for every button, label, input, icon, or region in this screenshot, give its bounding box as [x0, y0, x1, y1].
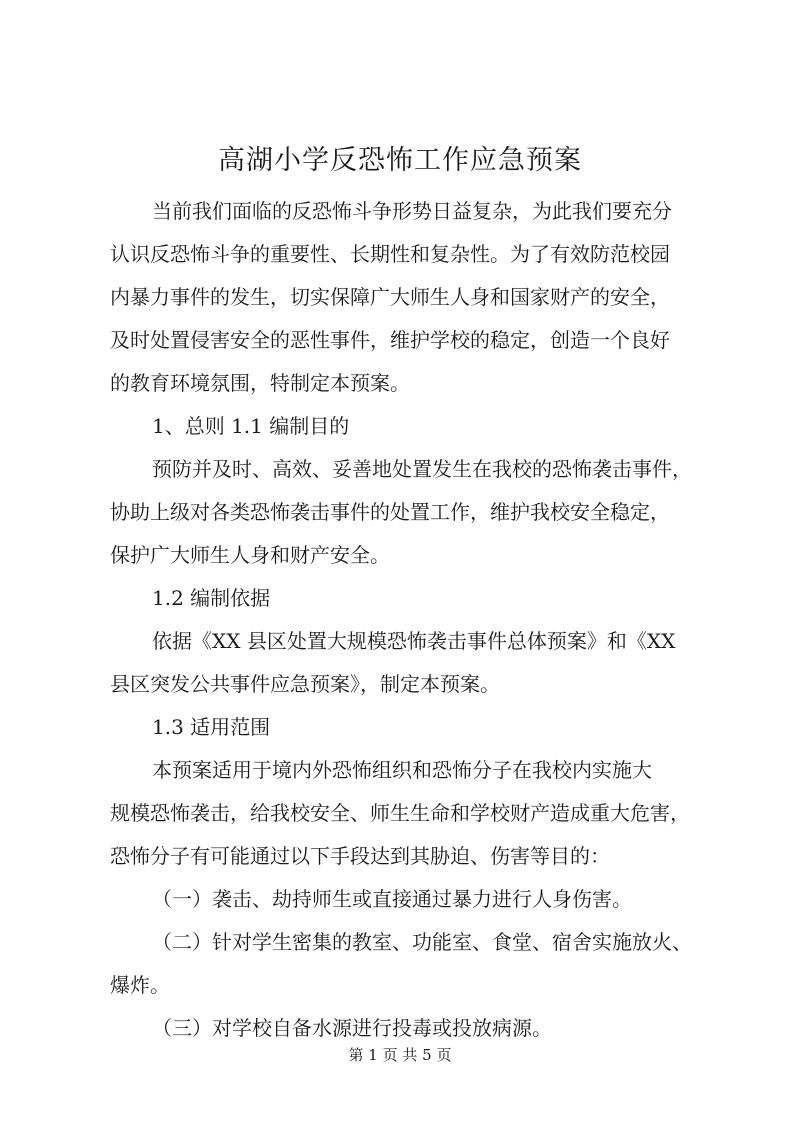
- paragraph-line: 当前我们面临的反恐怖斗争形势日益复杂，为此我们要充分: [152, 199, 672, 223]
- paragraph-line: 协助上级对各类恐怖袭击事件的处置工作，维护我校安全稳定，: [110, 500, 670, 524]
- list-item-continuation: 爆炸。: [110, 973, 170, 997]
- document-title: 高湖小学反恐怖工作应急预案: [218, 145, 582, 176]
- paragraph-line: 的教育环境氛围，特制定本预案。: [110, 371, 410, 395]
- paragraph-line: 本预案适用于境内外恐怖组织和恐怖分子在我校内实施大: [152, 758, 652, 782]
- section-heading: 1、总则 1.1 编制目的: [152, 414, 350, 438]
- paragraph-line: 依据《XX 县区处置大规模恐怖袭击事件总体预案》和《XX: [152, 629, 676, 653]
- section-heading: 1.2 编制依据: [152, 586, 271, 610]
- paragraph-line: 预防并及时、高效、妥善地处置发生在我校的恐怖袭击事件，: [152, 457, 692, 481]
- list-item: （一）袭击、劫持师生或直接通过暴力进行人身伤害。: [152, 887, 632, 911]
- paragraph-line: 恐怖分子有可能通过以下手段达到其胁迫、伤害等目的：: [110, 844, 610, 868]
- document-body: [110, 190, 702, 1050]
- page-number-footer: 第 1 页 共 5 页: [348, 1046, 452, 1064]
- list-item: （三）对学校自备水源进行投毒或投放病源。: [152, 1016, 552, 1040]
- paragraph-line: 县区突发公共事件应急预案》，制定本预案。: [110, 672, 500, 696]
- paragraph-line: 规模恐怖袭击，给我校安全、师生生命和学校财产造成重大危害，: [110, 801, 690, 825]
- paragraph-line: 认识反恐怖斗争的重要性、长期性和复杂性。为了有效防范校园: [110, 242, 670, 266]
- list-item: （二）针对学生密集的教室、功能室、食堂、宿舍实施放火、: [152, 930, 692, 954]
- paragraph-line: 保护广大师生人身和财产安全。: [110, 543, 390, 567]
- paragraph-line: 内暴力事件的发生，切实保障广大师生人身和国家财产的安全，: [110, 285, 670, 309]
- paragraph-line: 及时处置侵害安全的恶性事件，维护学校的稳定，创造一个良好: [110, 328, 670, 352]
- section-heading: 1.3 适用范围: [152, 715, 271, 739]
